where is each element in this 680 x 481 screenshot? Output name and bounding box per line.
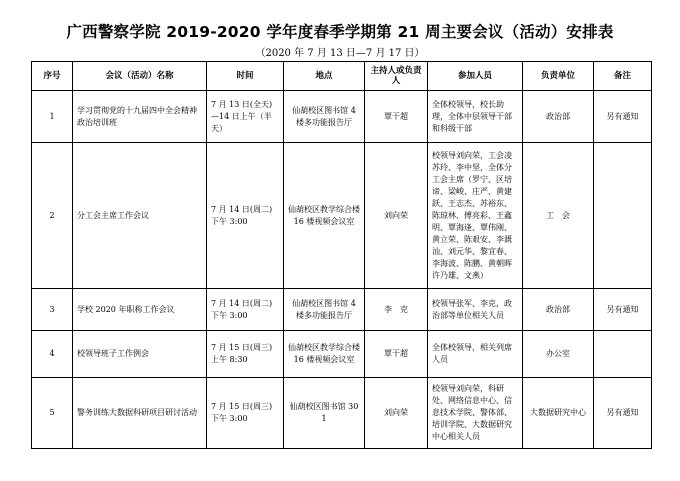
cell-name: 警务训练大数据科研项目研讨活动 xyxy=(73,378,207,449)
cell-unit: 政治部 xyxy=(523,91,594,143)
table-row xyxy=(32,91,652,143)
meeting-schedule-table xyxy=(31,61,652,449)
document-title: 广西警察学院 2019-2020 学年度春季学期第 21 周主要会议（活动）安排表 xyxy=(66,23,614,41)
cell-host: 刘向荣 xyxy=(365,143,428,289)
cell-time: 7 月 15 日(周三)上午 8:30 xyxy=(207,331,284,378)
cell-note: 另有通知 xyxy=(594,378,652,449)
header-attendees: 参加人员 xyxy=(428,62,523,91)
cell-time: 7 月 14 日(周二)下午 3:00 xyxy=(207,143,284,289)
header-host: 主持人或负责人 xyxy=(365,62,428,91)
cell-note: 另有通知 xyxy=(594,91,652,143)
header-name: 会议（活动）名称 xyxy=(73,62,207,91)
cell-place: 仙葫校区图书馆 301 xyxy=(284,378,365,449)
cell-unit: 政治部 xyxy=(523,289,594,331)
header-number: 序号 xyxy=(32,62,73,91)
cell-attendees: 全体校领导，校长助理，全体中层领导干部和科级干部 xyxy=(428,91,523,143)
cell-host: 刘向荣 xyxy=(365,378,428,449)
cell-name: 学习贯彻党的十九届四中全会精神政治培训班 xyxy=(73,91,207,143)
table-row xyxy=(32,143,652,289)
cell-name: 学校 2020 年职称工作会议 xyxy=(73,289,207,331)
cell-number: 4 xyxy=(32,331,73,378)
cell-name: 校领导班子工作例会 xyxy=(73,331,207,378)
cell-host: 李 克 xyxy=(365,289,428,331)
cell-attendees: 校领导刘向荣，工会凌苏玲、李中坚，全体分工会主席（罗宁、区培谛、梁峻、庄严、黄建跃、王志杰、苏裕东、陈琼林、傅亮彩、王鑫明、覃海逢、覃伟刚、黄立荣、陈艰安、李溉汕、刘元华、黎宜春、李海波、陈鹏、黄朝晖许乃雄、文燕） xyxy=(428,143,523,289)
cell-time: 7 月 13 日(全天)—14 日上午（半天） xyxy=(207,91,284,143)
cell-unit: 大数据研究中心 xyxy=(523,378,594,449)
cell-name: 分工会主席工作会议 xyxy=(73,143,207,289)
cell-place: 仙葫校区图书馆 4 楼多功能报告厅 xyxy=(284,91,365,143)
header-place: 地点 xyxy=(284,62,365,91)
cell-unit: 工 会 xyxy=(523,143,594,289)
cell-host: 覃干超 xyxy=(365,91,428,143)
cell-time: 7 月 15 日(周三)下午 3:00 xyxy=(207,378,284,449)
cell-place: 仙葫校区教学综合楼16 楼视频会议室 xyxy=(284,331,365,378)
cell-number: 1 xyxy=(32,91,73,143)
cell-attendees: 全体校领导，相关列席人员 xyxy=(428,331,523,378)
cell-place: 仙葫校区教学综合楼16 楼视频会议室 xyxy=(284,143,365,289)
header-time: 时间 xyxy=(207,62,284,91)
cell-attendees: 校领导刘向荣，科研处、网络信息中心、信息技术学院、警体部、培训学院、大数据研究中心相关人员 xyxy=(428,378,523,449)
cell-attendees: 校领导张军、李克，政治部等单位相关人员 xyxy=(428,289,523,331)
cell-unit: 办公室 xyxy=(523,331,594,378)
table-row xyxy=(32,289,652,331)
cell-note xyxy=(594,143,652,289)
table-row xyxy=(32,378,652,449)
document-subtitle: （2020 年 7 月 13 日—7 月 17 日） xyxy=(255,48,425,59)
table-row xyxy=(32,331,652,378)
header-note: 备注 xyxy=(594,62,652,91)
cell-number: 2 xyxy=(32,143,73,289)
cell-note: 另有通知 xyxy=(594,289,652,331)
cell-number: 5 xyxy=(32,378,73,449)
cell-place: 仙葫校区图书馆 4 楼多功能报告厅 xyxy=(284,289,365,331)
cell-number: 3 xyxy=(32,289,73,331)
header-unit: 负责单位 xyxy=(523,62,594,91)
cell-host: 覃干超 xyxy=(365,331,428,378)
cell-time: 7 月 14 日(周二)下午 3:00 xyxy=(207,289,284,331)
table-header-row xyxy=(32,62,652,91)
cell-note xyxy=(594,331,652,378)
